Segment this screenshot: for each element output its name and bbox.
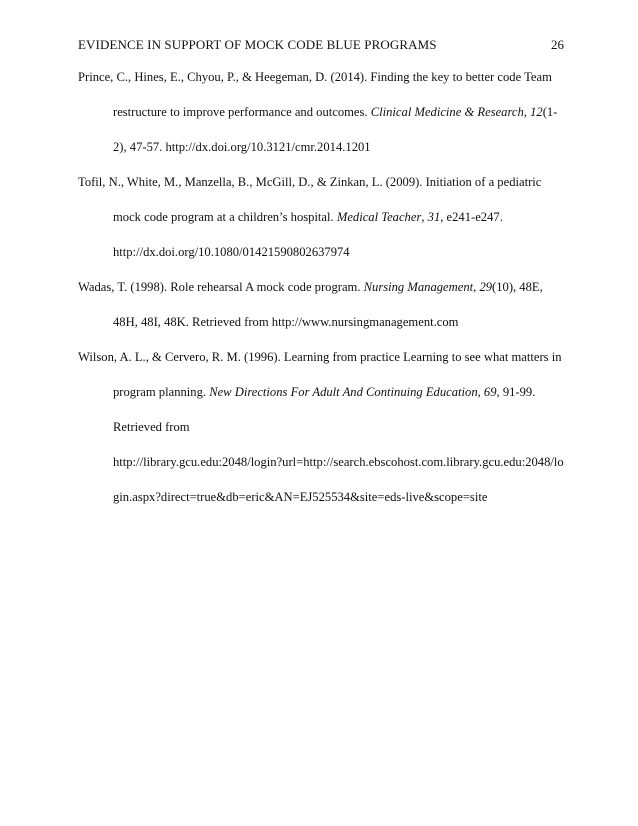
reference-line <box>78 244 568 279</box>
separator: , <box>477 385 484 399</box>
reference-text: mock code program at a children’s hospital. <box>113 210 337 224</box>
reference-line <box>78 419 568 454</box>
reference-line <box>78 349 568 384</box>
volume-number: 69 <box>483 385 497 399</box>
reference-text: Tofil, N., White, M., Manzella, B., McGill, D., & Zinkan, L. (2009). Initiation of a pediatric <box>78 175 542 189</box>
journal-title: New Directions For Adult And Continuing Education <box>209 385 478 399</box>
reference-url: http://library.gcu.edu:2048/login?url=http://search.ebscohost.com.library.gcu.edu:2048/lo <box>113 455 564 469</box>
reference-line <box>78 489 568 524</box>
separator: , <box>523 105 531 119</box>
reference-text: Wilson, A. L., & Cervero, R. M. (1996). Learning from practice Learning to see what matters in <box>78 350 562 364</box>
reference-line <box>78 454 568 489</box>
reference-doi: 2), 47-57. http://dx.doi.org/10.3121/cmr.2014.1201 <box>113 140 371 154</box>
volume-number: 31 <box>427 210 441 224</box>
reference-line <box>78 174 568 209</box>
volume-number: 12 <box>530 105 543 119</box>
reference-line <box>78 209 568 244</box>
separator: , <box>421 210 428 224</box>
reference-entry-wadas <box>78 279 568 349</box>
journal-title: Clinical Medicine & Research <box>370 105 524 119</box>
reference-text: restructure to improve performance and outcomes. <box>113 105 371 119</box>
reference-text: (1- <box>542 105 558 119</box>
reference-text: Retrieved from <box>113 420 190 434</box>
reference-text: program planning. <box>113 385 210 399</box>
reference-text: Wadas, T. (1998). Role rehearsal A mock code program. <box>78 280 364 294</box>
reference-text: , 91-99. <box>496 385 536 399</box>
volume-number: 29 <box>479 280 493 294</box>
journal-title: Medical Teacher <box>336 210 422 224</box>
reference-line <box>78 279 568 314</box>
running-head: EVIDENCE IN SUPPORT OF MOCK CODE BLUE PROGRAMS <box>78 37 437 52</box>
reference-url: gin.aspx?direct=true&db=eric&AN=EJ525534&site=eds-live&scope=site <box>113 490 488 504</box>
reference-entry-wilson <box>78 349 568 524</box>
reference-text: 48H, 48I, 48K. Retrieved from http://www.nursingmanagement.com <box>113 315 459 329</box>
reference-line <box>78 384 568 419</box>
reference-line <box>78 69 568 104</box>
reference-line <box>78 314 568 349</box>
reference-list <box>78 69 568 524</box>
reference-entry-tofil <box>78 174 568 279</box>
page-number: 26 <box>551 37 564 52</box>
journal-title: Nursing Management <box>363 280 474 294</box>
reference-line <box>78 104 568 139</box>
reference-entry-prince <box>78 69 568 174</box>
reference-doi: http://dx.doi.org/10.1080/01421590802637974 <box>113 245 350 259</box>
separator: , <box>473 280 480 294</box>
reference-text: , e241-e247. <box>440 210 503 224</box>
reference-line <box>78 139 568 174</box>
reference-text: (10), 48E, <box>492 280 543 294</box>
reference-text: Prince, C., Hines, E., Chyou, P., & Heegeman, D. (2014). Finding the key to better code Team <box>78 70 552 84</box>
